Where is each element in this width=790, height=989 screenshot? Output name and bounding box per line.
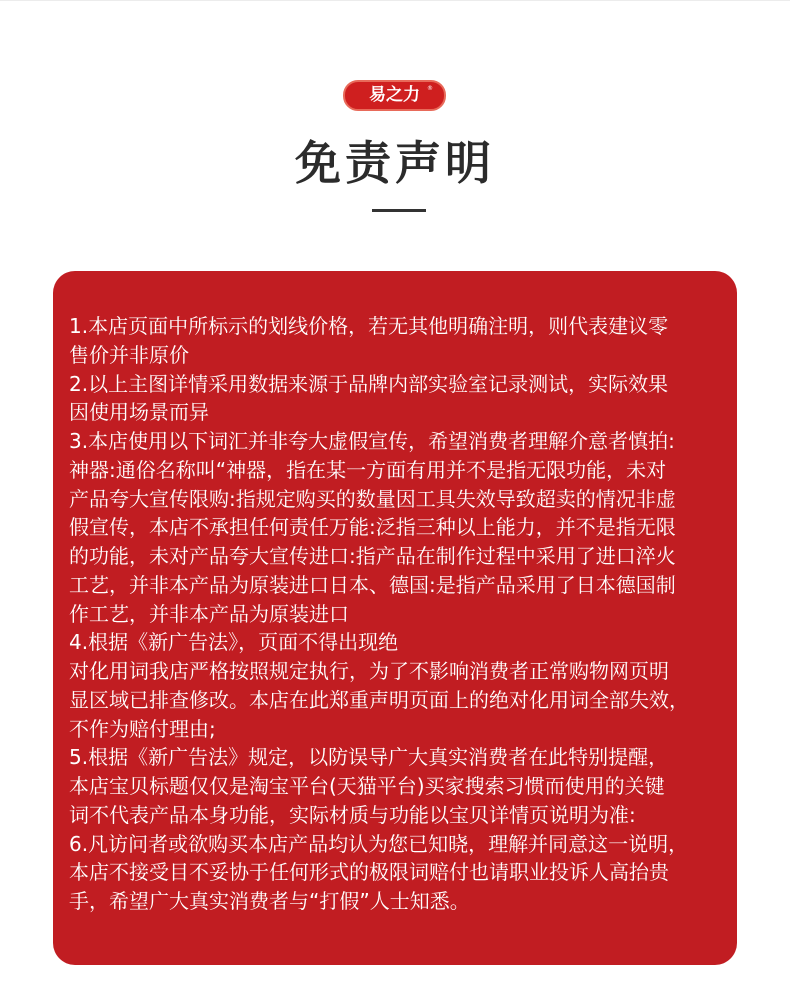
brand-logo — [343, 80, 446, 111]
disclaimer-line: 本店宝贝标题仅仅是淘宝平台(天猫平台)买家搜索习惯而使用的关键 — [69, 774, 665, 798]
disclaimer-line: 词不代表产品本身功能，实际材质与功能以宝贝详情页说明为准: — [69, 802, 636, 827]
disclaimer-panel — [53, 271, 737, 965]
disclaimer-line: 产品夸大宣传限购:指规定购买的数量因工具失效导致超卖的情况非虚 — [69, 486, 676, 511]
disclaimer-line: 的功能，未对产品夸大宣传进口:指产品在制作过程中采用了进口淬火 — [69, 544, 676, 568]
disclaimer-line: 3.本店使用以下词汇并非夸大虚假宣传，希望消费者理解介意者慎拍: — [69, 429, 675, 453]
registered-mark: ® — [427, 85, 433, 92]
disclaimer-line: 6.凡访问者或欲购买本店产品均认为您已知晓，理解并同意这一说明， — [69, 831, 689, 856]
disclaimer-line: 对化用词我店严格按照规定执行，为了不影响消费者正常购物网页明 — [69, 659, 669, 683]
disclaimer-line: 5.根据《新广告法》规定，以防误导广大真实消费者在此特别提醒， — [69, 745, 669, 770]
title-underline — [372, 209, 426, 212]
disclaimer-text — [69, 312, 729, 916]
disclaimer-line: 2.以上主图详情采用数据来源于品牌内部实验室记录测试，实际效果 — [69, 371, 669, 396]
disclaimer-line: 4.根据《新广告法》，页面不得出现绝 — [69, 630, 399, 655]
disclaimer-line: 因使用场景而异 — [69, 400, 209, 425]
disclaimer-line: 工艺，并非本产品为原装进口日本、德国:是指产品采用了日本德国制 — [69, 572, 676, 597]
brand-logo-text: 易之力 — [369, 85, 420, 105]
disclaimer-line: 作工艺，并非本产品为原装进口 — [69, 601, 349, 626]
top-divider — [0, 0, 790, 1]
disclaimer-line: 不作为赔付理由; — [69, 716, 216, 741]
disclaimer-line: 神器:通俗名称叫“神器，指在某一方面有用并不是指无限功能，未对 — [69, 457, 667, 482]
disclaimer-line: 售价并非原价 — [69, 342, 189, 367]
disclaimer-line: 本店不接受目不妥协于任何形式的极限词赔付也请职业投诉人高抬贵 — [69, 860, 669, 885]
disclaimer-line: 1.本店页面中所标示的划线价格，若无其他明确注明，则代表建议零 — [69, 314, 669, 338]
disclaimer-line: 手，希望广大真实消费者与“打假”人士知悉。 — [69, 889, 470, 913]
disclaimer-line: 假宣传，本店不承担任何责任万能:泛指三种以上能力，并不是指无限 — [69, 515, 676, 540]
disclaimer-line: 显区域已排查修改。本店在此郑重声明页面上的绝对化用词全部失效， — [69, 687, 689, 712]
page-title: 免责声明 — [295, 136, 495, 190]
